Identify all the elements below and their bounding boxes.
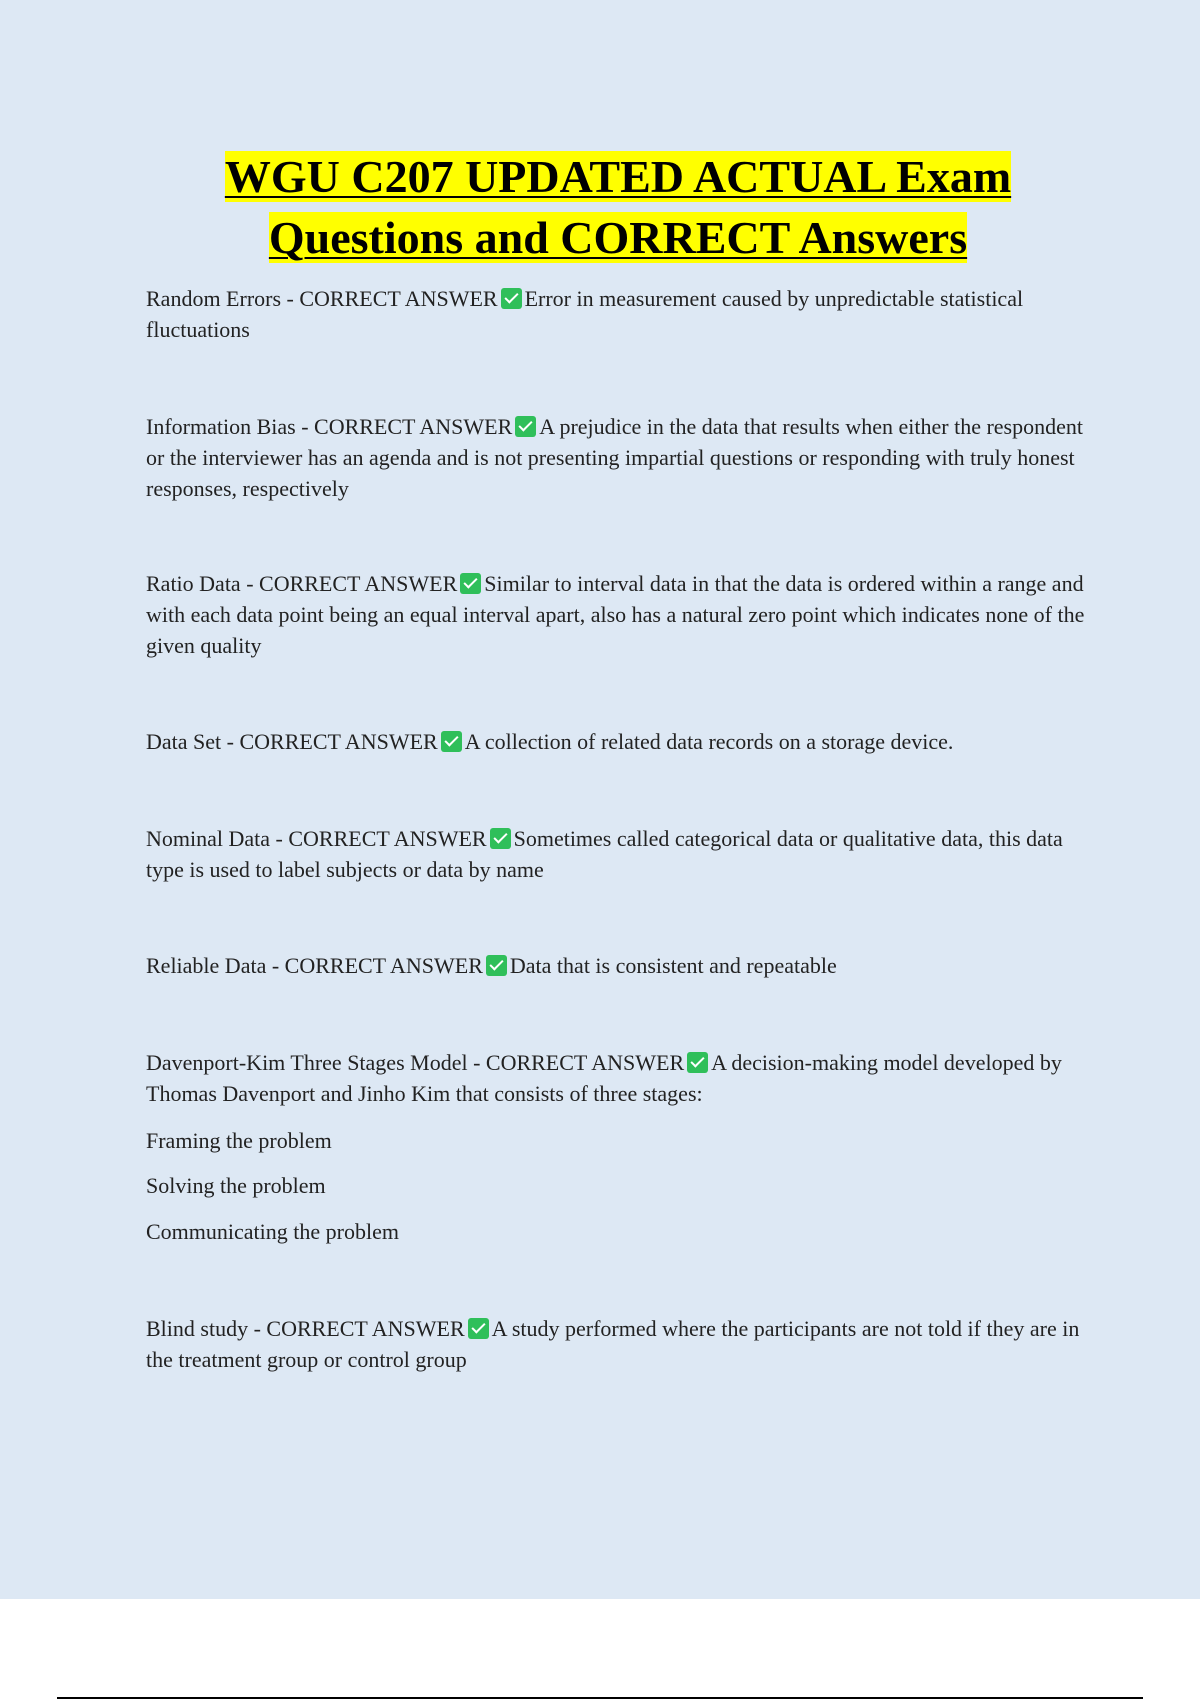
qa-definition: Error in measurement caused by unpredictable statistical fluctuations <box>146 286 1024 342</box>
qa-entry-blind-study <box>146 1313 1086 1375</box>
qa-term: Reliable Data - CORRECT ANSWER <box>146 953 483 978</box>
title-line-1: WGU C207 UPDATED ACTUAL Exam <box>224 151 1012 202</box>
check-mark-icon <box>468 1318 489 1339</box>
qa-entry-information-bias <box>146 411 1086 504</box>
qa-term: Information Bias - CORRECT ANSWER <box>146 414 513 439</box>
stage-item: Communicating the problem <box>146 1219 399 1244</box>
stage-item: Solving the problem <box>146 1173 326 1198</box>
qa-entry-nominal-data <box>146 823 1086 885</box>
qa-definition: Sometimes called categorical data or qualitative data, this data type is used to label subjects or data by name <box>146 826 1063 882</box>
qa-term: Random Errors - CORRECT ANSWER <box>146 286 498 311</box>
qa-term: Davenport-Kim Three Stages Model - CORRECT ANSWER <box>146 1050 685 1075</box>
qa-entry-reliable-data <box>146 950 1086 981</box>
check-mark-icon <box>687 1052 708 1073</box>
qa-term: Data Set - CORRECT ANSWER <box>146 729 438 754</box>
qa-entry-ratio-data <box>146 568 1086 661</box>
document-title <box>120 146 1116 268</box>
check-mark-icon <box>441 731 462 752</box>
qa-definition: Data that is consistent and repeatable <box>509 953 837 978</box>
stage-item: Framing the problem <box>146 1128 332 1153</box>
qa-definition: A study performed where the participants are not told if they are in the treatment group or control group <box>146 1316 1080 1372</box>
footer-divider <box>57 1697 1143 1699</box>
check-mark-icon <box>515 416 536 437</box>
check-mark-icon <box>460 573 481 594</box>
qa-entry-data-set <box>146 726 1086 757</box>
qa-term: Blind study - CORRECT ANSWER <box>146 1316 465 1341</box>
qa-definition: A collection of related data records on a storage device. <box>464 729 954 754</box>
qa-entry-davenport-kim <box>146 1047 1086 1109</box>
check-mark-icon <box>486 955 507 976</box>
check-mark-icon <box>501 288 522 309</box>
title-line-2: Questions and CORRECT Answers <box>268 212 968 263</box>
qa-definition: Similar to interval data in that the data is ordered within a range and with each data point being an equal interval apart, also has a natural zero point which indicates none of the given quality <box>146 571 1085 658</box>
qa-definition: A decision-making model developed by Thomas Davenport and Jinho Kim that consists of three stages: <box>146 1050 1062 1106</box>
qa-term: Nominal Data - CORRECT ANSWER <box>146 826 487 851</box>
qa-term: Ratio Data - CORRECT ANSWER <box>146 571 458 596</box>
qa-definition: A prejudice in the data that results when either the respondent or the interviewer has an agenda and is not presenting impartial questions or responding with truly honest responses, respectively <box>146 414 1083 501</box>
check-mark-icon <box>490 828 511 849</box>
qa-entry-random-errors <box>146 283 1086 345</box>
